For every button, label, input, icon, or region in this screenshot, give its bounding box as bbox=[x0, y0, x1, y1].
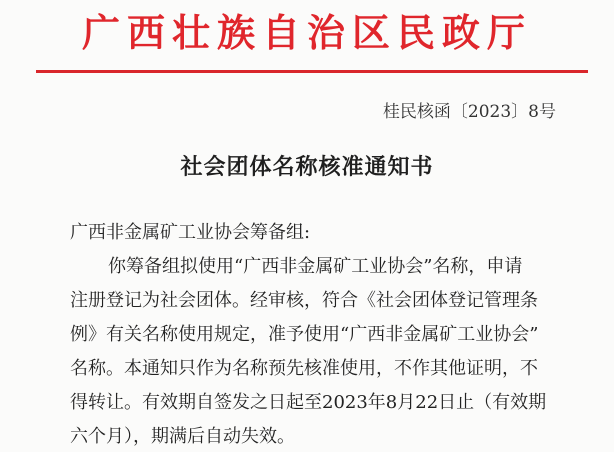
notice-body bbox=[70, 250, 590, 452]
document-number: 桂民核函〔2023〕8号 bbox=[382, 102, 556, 122]
body-line: 得转让。有效期自签发之日起至2023年8月22日止（有效期 bbox=[70, 392, 547, 413]
body-line: 名称。本通知只作为名称预先核准使用，不作其他证明，不 bbox=[70, 358, 538, 379]
body-line: 注册登记为社会团体。经审核，符合《社会团体登记管理条 bbox=[70, 290, 538, 311]
addressee: 广西非金属矿工业协会筹备组: bbox=[70, 222, 311, 243]
red-separator-line bbox=[36, 70, 588, 73]
body-line: 六个月），期满后自动失效。 bbox=[70, 426, 295, 447]
issuing-authority-heading: 广西壮族自治区民政厅 bbox=[81, 10, 532, 55]
document-title: 社会团体名称核准通知书 bbox=[180, 155, 434, 180]
body-line: 例》有关名称使用规定，准予使用“广西非金属矿工业协会” bbox=[70, 324, 539, 345]
body-line: 你筹备组拟使用“广西非金属矿工业协会”名称，申请 bbox=[108, 256, 523, 277]
